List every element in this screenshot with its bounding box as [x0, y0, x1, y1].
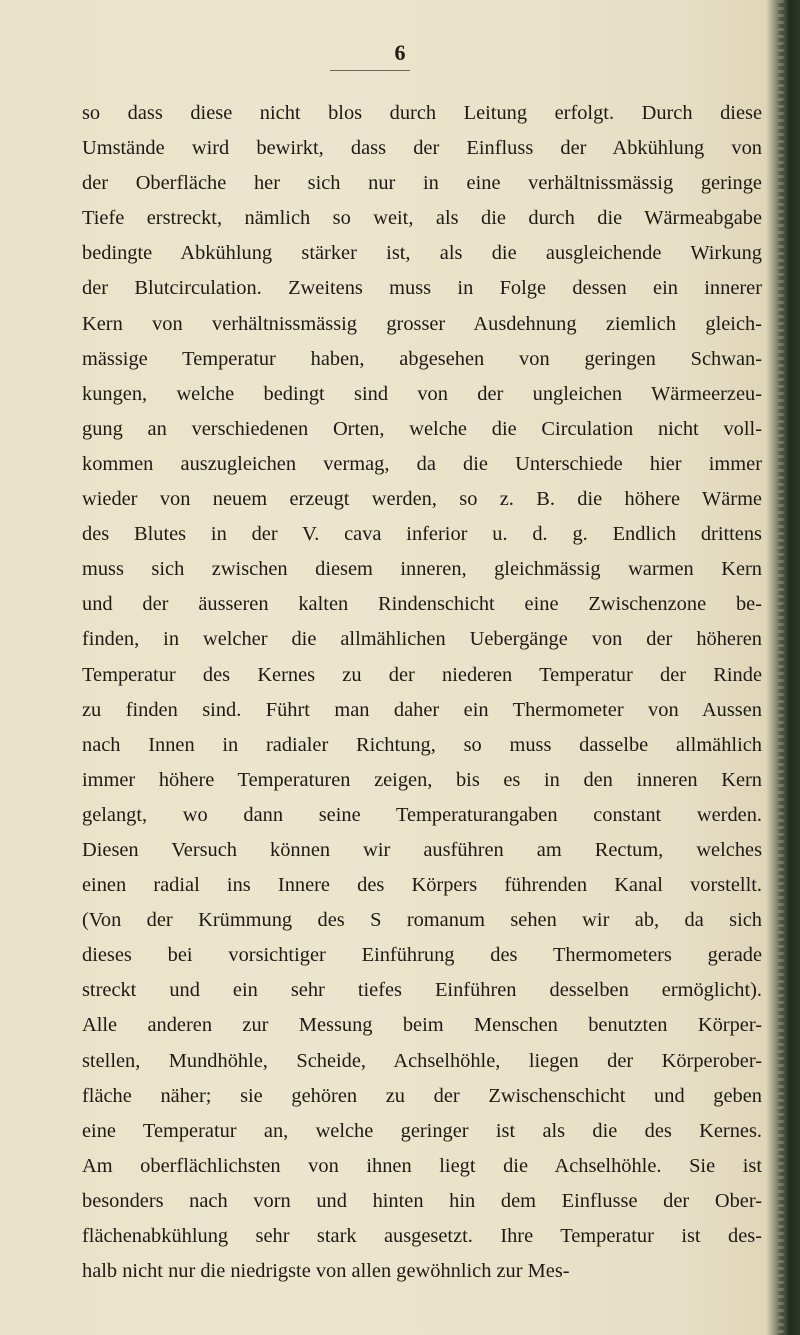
text-line: gung an verschiedenen Orten, welche die Circulation nicht voll-: [82, 417, 762, 440]
binding-edge: [766, 0, 800, 1335]
page-number: 6: [394, 40, 406, 65]
text-line: Diesen Versuch können wir ausführen am Rectum, welches: [82, 838, 762, 861]
text-line: flächenabkühlung sehr stark ausgesetzt. Ihre Temperatur ist des-: [82, 1225, 762, 1247]
text-line: besonders nach vorn und hinten hin dem Einflusse der Ober-: [82, 1189, 762, 1212]
text-line: so dass diese nicht blos durch Leitung erfolgt. Durch diese: [82, 102, 762, 124]
body-text: [82, 96, 762, 1289]
text-line: dieses bei vorsichtiger Einführung des Thermometers gerade: [82, 944, 762, 967]
text-line: einen radial ins Innere des Körpers führenden Kanal vorstellt.: [82, 874, 762, 897]
text-line: Temperatur des Kernes zu der niederen Temperatur der Rinde: [82, 663, 762, 686]
text-line: halb nicht nur die niedrigste von allen gewöhnlich zur Mes-: [82, 1260, 570, 1283]
header-rule: [330, 70, 410, 71]
text-line: Umstände wird bewirkt, dass der Einfluss der Abkühlung von: [82, 137, 762, 160]
text-line: und der äusseren kalten Rindenschicht eine Zwischenzone be-: [82, 593, 762, 616]
text-line: muss sich zwischen diesem inneren, gleichmässig warmen Kern: [82, 558, 762, 581]
text-line: bedingte Abkühlung stärker ist, als die ausgleichende Wirkung: [82, 242, 762, 265]
text-line: streckt und ein sehr tiefes Einführen desselben ermöglicht).: [82, 979, 762, 1002]
text-line: stellen, Mundhöhle, Scheide, Achselhöhle, liegen der Körperober-: [82, 1049, 762, 1072]
text-line: Am oberflächlichsten von ihnen liegt die Achselhöhle. Sie ist: [82, 1154, 762, 1177]
text-line: wieder von neuem erzeugt werden, so z. B. die höhere Wärme: [82, 488, 762, 511]
text-line: Alle anderen zur Messung beim Menschen benutzten Körper-: [82, 1014, 762, 1037]
text-line: finden, in welcher die allmählichen Uebergänge von der höheren: [82, 628, 762, 651]
text-line: kungen, welche bedingt sind von der ungleichen Wärmeerzeu-: [82, 382, 762, 405]
text-line: kommen auszugleichen vermag, da die Unterschiede hier immer: [82, 452, 762, 475]
text-line: eine Temperatur an, welche geringer ist als die des Kernes.: [82, 1119, 762, 1142]
text-line: (Von der Krümmung des S romanum sehen wir ab, da sich: [82, 909, 762, 932]
text-line: immer höhere Temperaturen zeigen, bis es in den inneren Kern: [82, 768, 762, 791]
text-line: nach Innen in radialer Richtung, so muss dasselbe allmählich: [82, 733, 762, 756]
text-line: mässige Temperatur haben, abgesehen von geringen Schwan-: [82, 347, 762, 370]
text-line: zu finden sind. Führt man daher ein Thermometer von Aussen: [82, 698, 762, 721]
text-line: fläche näher; sie gehören zu der Zwischenschicht und geben: [82, 1084, 762, 1107]
text-line: der Blutcirculation. Zweitens muss in Folge dessen ein innerer: [82, 277, 762, 300]
text-line: gelangt, wo dann seine Temperaturangaben constant werden.: [82, 803, 762, 826]
text-line: Tiefe erstreckt, nämlich so weit, als die durch die Wärmeabgabe: [82, 207, 762, 230]
text-line: des Blutes in der V. cava inferior u. d. g. Endlich drittens: [82, 523, 762, 546]
text-line: Kern von verhältnissmässig grosser Ausdehnung ziemlich gleich-: [82, 312, 762, 335]
text-line: der Oberfläche her sich nur in eine verhältnissmässig geringe: [82, 172, 762, 195]
